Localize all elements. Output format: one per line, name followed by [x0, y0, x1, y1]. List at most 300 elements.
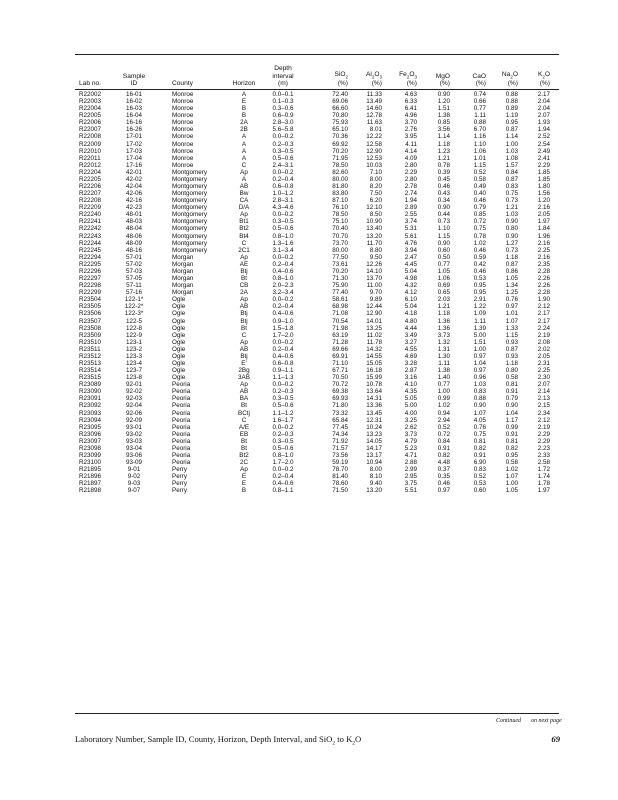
- cell-lab-no: R23505: [79, 303, 102, 311]
- cell-sample-id: 122-2*: [124, 303, 144, 311]
- cell-na2o: 1.57: [505, 161, 518, 169]
- cell-depth: 0.5–0.6: [272, 444, 294, 452]
- cell-depth: 3.2–3.4: [272, 289, 294, 297]
- cell-lab-no: R22206: [79, 183, 102, 191]
- cell-sio2: 63.19: [332, 331, 348, 339]
- cell-sio2: 75.90: [332, 282, 348, 290]
- cell-depth: 2.0–2.3: [272, 282, 294, 290]
- cell-al2o3: 15.05: [366, 359, 382, 367]
- cell-sample-id: 123-8: [125, 374, 143, 382]
- cell-al2o3: 13.20: [366, 232, 382, 240]
- cell-al2o3: 14.10: [366, 267, 382, 275]
- cell-al2o3: 9.40: [369, 480, 382, 488]
- cell-cao: 1.03: [473, 381, 486, 389]
- table-row: [0, 197, 618, 204]
- cell-horizon: C: [241, 331, 247, 339]
- cell-sio2: 77.40: [332, 289, 348, 297]
- cell-cao: 1.22: [473, 303, 486, 311]
- cell-k2o: 2.05: [537, 352, 550, 360]
- cell-al2o3: 8.20: [369, 183, 382, 191]
- cell-k2o: 2.17: [537, 91, 550, 98]
- cell-lab-no: R22295: [79, 260, 102, 268]
- cell-horizon: AB: [239, 388, 249, 396]
- cell-na2o: 0.89: [505, 105, 518, 113]
- cell-fe2o3: 2.78: [404, 183, 417, 191]
- cell-na2o: 1.33: [505, 324, 518, 332]
- cell-lab-no: R23510: [79, 338, 102, 346]
- cell-al2o3: 13.40: [366, 225, 382, 233]
- cell-cao: 0.59: [473, 253, 486, 261]
- cell-lab-no: R22205: [79, 175, 102, 183]
- cell-horizon: 2C: [239, 459, 249, 467]
- cell-mgo: 1.02: [437, 402, 450, 410]
- cell-horizon: A: [241, 91, 247, 98]
- cell-county: Peoria: [172, 395, 191, 403]
- cell-horizon: Btj: [240, 352, 248, 360]
- cell-sio2: 78.70: [332, 466, 348, 474]
- cell-lab-no: R22297: [79, 275, 102, 283]
- cell-horizon: E: [241, 480, 247, 488]
- table-row: [0, 169, 618, 176]
- cell-cao: 0.58: [473, 175, 486, 183]
- table-row: [0, 424, 618, 431]
- cell-k2o: 2.16: [537, 204, 550, 212]
- table-row: [0, 339, 618, 346]
- cell-fe2o3: 1.94: [404, 197, 417, 205]
- table-row: [0, 233, 618, 240]
- cell-lab-no: R23096: [79, 430, 102, 438]
- col-header-lab-no: Lab no.: [79, 80, 101, 88]
- cell-mgo: 0.37: [437, 466, 450, 474]
- table-row: [0, 254, 618, 261]
- table-row: [0, 98, 618, 105]
- cell-sio2: 82.60: [332, 168, 348, 176]
- cell-al2o3: 12.22: [366, 133, 382, 141]
- cell-sample-id: 16-02: [125, 98, 143, 106]
- cell-mgo: 1.14: [437, 133, 450, 141]
- cell-sample-id: 57-16: [125, 289, 143, 297]
- cell-na2o: 0.90: [505, 232, 518, 240]
- cell-k2o: 2.04: [537, 105, 550, 113]
- cell-al2o3: 8.80: [369, 246, 382, 254]
- cell-horizon: Ap: [240, 211, 248, 219]
- cell-horizon: AE: [239, 260, 249, 268]
- cell-k2o: 1.56: [537, 190, 550, 198]
- cell-cao: 1.04: [473, 359, 486, 367]
- cell-na2o: 1.01: [505, 310, 518, 318]
- cell-sio2: 70.72: [332, 381, 348, 389]
- cell-na2o: 1.02: [505, 466, 518, 474]
- table-row: [0, 318, 618, 325]
- cell-depth: 0.9–1.0: [272, 317, 294, 325]
- cell-horizon: Ap: [240, 296, 248, 304]
- cell-sample-id: 17-16: [125, 161, 143, 169]
- cell-county: Monroe: [172, 147, 194, 155]
- cell-horizon: Btj: [240, 310, 248, 318]
- cell-sio2: 65.84: [332, 416, 348, 424]
- cell-k2o: 1.74: [537, 473, 550, 481]
- cell-al2o3: 12.26: [366, 260, 382, 268]
- cell-al2o3: 16.18: [366, 367, 382, 375]
- cell-sio2: 65.10: [332, 126, 348, 134]
- cell-mgo: 0.35: [437, 473, 450, 481]
- table-row: [0, 466, 618, 473]
- cell-cao: 0.53: [473, 480, 486, 488]
- cell-cao: 1.16: [473, 133, 486, 141]
- cell-na2o: 1.00: [505, 480, 518, 488]
- cell-county: Montgomery: [172, 175, 207, 183]
- cell-k2o: 2.02: [537, 345, 550, 353]
- cell-al2o3: 13.25: [366, 324, 382, 332]
- cell-sample-id: 122-8: [125, 324, 143, 332]
- cell-lab-no: R22207: [79, 190, 102, 198]
- cell-k2o: 1.84: [537, 225, 550, 233]
- cell-lab-no: R22010: [79, 147, 102, 155]
- cell-k2o: 1.93: [537, 119, 550, 127]
- cell-sio2: 70.50: [332, 374, 348, 382]
- cell-cao: 0.79: [473, 204, 486, 212]
- cell-na2o: 1.27: [505, 239, 518, 247]
- table-row: [0, 438, 618, 445]
- cell-fe2o3: 3.16: [404, 374, 417, 382]
- cell-k2o: 1.78: [537, 480, 550, 488]
- cell-mgo: 0.43: [437, 190, 450, 198]
- cell-mgo: 0.99: [437, 395, 450, 403]
- cell-cao: 1.39: [473, 324, 486, 332]
- col-header-sample-id: Sample ID: [122, 72, 146, 88]
- cell-cao: 0.88: [473, 395, 486, 403]
- cell-county: Monroe: [172, 112, 194, 120]
- cell-depth: 0.2–0.3: [272, 430, 294, 438]
- cell-county: Morgan: [172, 253, 194, 261]
- cell-depth: 0.2–0.4: [272, 473, 294, 481]
- cell-al2o3: 13.20: [366, 487, 382, 495]
- cell-sample-id: 93-01: [125, 423, 143, 431]
- cell-na2o: 0.88: [505, 98, 518, 106]
- cell-fe2o3: 4.80: [404, 317, 417, 325]
- cell-depth: 0.0–0.2: [272, 296, 294, 304]
- table-row: [0, 162, 618, 169]
- cell-al2o3: 8.50: [369, 211, 382, 219]
- cell-k2o: 2.52: [537, 133, 550, 141]
- table-row: [0, 240, 618, 247]
- cell-mgo: 0.78: [437, 161, 450, 169]
- cell-na2o: 0.81: [505, 381, 518, 389]
- cell-k2o: 2.07: [537, 112, 550, 120]
- cell-sample-id: 57-01: [125, 253, 143, 261]
- cell-lab-no: R21895: [79, 466, 102, 474]
- cell-mgo: 0.44: [437, 211, 450, 219]
- cell-fe2o3: 3.28: [404, 359, 417, 367]
- cell-fe2o3: 4.14: [404, 147, 417, 155]
- cell-na2o: 0.80: [505, 225, 518, 233]
- cell-depth: 0.0–0.2: [272, 423, 294, 431]
- cell-mgo: 0.45: [437, 175, 450, 183]
- table-row: [0, 126, 618, 133]
- cell-sample-id: 42-23: [125, 204, 143, 212]
- cell-k2o: 1.20: [537, 197, 550, 205]
- cell-fe2o3: 2.87: [404, 367, 417, 375]
- cell-fe2o3: 4.10: [404, 381, 417, 389]
- cell-county: Montgomery: [172, 183, 207, 191]
- cell-fe2o3: 3.25: [404, 416, 417, 424]
- cell-na2o: 1.00: [505, 140, 518, 148]
- cell-county: Ogle: [172, 352, 186, 360]
- cell-mgo: 1.05: [437, 267, 450, 275]
- cell-cao: 0.82: [473, 444, 486, 452]
- cell-depth: 0.2–0.4: [272, 260, 294, 268]
- cell-lab-no: R23089: [79, 381, 102, 389]
- cell-al2o3: 10.24: [366, 423, 382, 431]
- cell-cao: 1.15: [473, 161, 486, 169]
- cell-depth: 5.6–5.8: [272, 126, 294, 134]
- cell-k2o: 2.35: [537, 260, 550, 268]
- cell-horizon: Bt: [241, 444, 247, 452]
- cell-sample-id: 57-02: [125, 260, 143, 268]
- cell-sio2: 73.70: [332, 239, 348, 247]
- cell-sio2: 72.40: [332, 91, 348, 98]
- cell-mgo: 0.94: [437, 409, 450, 417]
- cell-sample-id: 48-09: [125, 239, 143, 247]
- cell-k2o: 2.05: [537, 211, 550, 219]
- cell-fe2o3: 4.76: [404, 239, 417, 247]
- cell-sample-id: 42-04: [125, 183, 143, 191]
- cell-depth: 1.3–1.6: [272, 239, 294, 247]
- cell-cao: 0.52: [473, 168, 486, 176]
- cell-fe2o3: 4.69: [404, 352, 417, 360]
- cell-fe2o3: 5.51: [404, 487, 417, 495]
- cell-county: Montgomery: [172, 218, 207, 226]
- cell-k2o: 2.24: [537, 324, 550, 332]
- cell-lab-no: R22004: [79, 105, 102, 113]
- cell-lab-no: R22299: [79, 289, 102, 297]
- cell-sio2: 69.06: [332, 98, 348, 106]
- cell-na2o: 1.03: [505, 211, 518, 219]
- cell-sample-id: 92-02: [125, 388, 143, 396]
- cell-al2o3: 14.17: [366, 444, 382, 452]
- cell-na2o: 1.19: [505, 112, 518, 120]
- table-row: [0, 176, 618, 183]
- cell-k2o: 1.97: [537, 487, 550, 495]
- cell-sample-id: 48-06: [125, 232, 143, 240]
- cell-horizon: Ap: [240, 381, 248, 389]
- cell-county: Ogle: [172, 338, 186, 346]
- cell-k2o: 2.17: [537, 310, 550, 318]
- cell-al2o3: 12.90: [366, 310, 382, 318]
- cell-sample-id: 17-03: [125, 147, 143, 155]
- cell-lab-no: R21896: [79, 473, 102, 481]
- cell-al2o3: 12.78: [366, 112, 382, 120]
- cell-county: Montgomery: [172, 197, 207, 205]
- cell-lab-no: R23092: [79, 402, 102, 410]
- cell-al2o3: 13.64: [366, 388, 382, 396]
- cell-depth: 2.8–3.0: [272, 119, 294, 127]
- cell-sio2: 71.50: [332, 487, 348, 495]
- cell-fe2o3: 3.70: [404, 119, 417, 127]
- cell-na2o: 0.87: [505, 126, 518, 134]
- cell-lab-no: R23507: [79, 317, 102, 325]
- col-header-sio2: SiO$_2$ (%): [334, 70, 348, 88]
- cell-depth: 1.7–2.0: [272, 331, 294, 339]
- cell-lab-no: R23100: [79, 459, 102, 467]
- cell-na2o: 0.87: [505, 175, 518, 183]
- cell-horizon: B: [241, 487, 247, 495]
- cell-lab-no: R22003: [79, 98, 102, 106]
- cell-county: Peoria: [172, 444, 191, 452]
- cell-county: Peoria: [172, 416, 191, 424]
- cell-k2o: 2.07: [537, 381, 550, 389]
- cell-mgo: 0.50: [437, 253, 450, 261]
- cell-fe2o3: 5.61: [404, 232, 417, 240]
- cell-na2o: 0.86: [505, 267, 518, 275]
- cell-horizon: A/E: [238, 423, 250, 431]
- cell-cao: 1.01: [473, 154, 486, 162]
- cell-horizon: E: [241, 473, 247, 481]
- cell-cao: 0.46: [473, 197, 486, 205]
- table-caption: Laboratory Number, Sample ID, County, Horizon, Depth Interval, and SiO$_2$ to $K_2O$: [75, 734, 362, 747]
- col-header-na2o: $Na_2O$ (%): [501, 70, 518, 88]
- cell-mgo: 0.65: [437, 289, 450, 297]
- cell-sio2: 78.50: [332, 161, 348, 169]
- cell-depth: 0.3–0.5: [272, 395, 294, 403]
- cell-sample-id: 16-01: [125, 91, 143, 98]
- cell-county: Morgan: [172, 275, 194, 283]
- table-row: [0, 218, 618, 225]
- cell-horizon: 2B: [240, 126, 248, 134]
- cell-na2o: 1.17: [505, 416, 518, 424]
- cell-sample-id: 93-04: [125, 444, 143, 452]
- cell-mgo: 1.00: [437, 388, 450, 396]
- cell-fe2o3: 2.95: [404, 473, 417, 481]
- cell-county: Ogle: [172, 359, 186, 367]
- table-row: [0, 261, 618, 268]
- cell-cao: 0.40: [473, 190, 486, 198]
- table-row: [0, 459, 618, 466]
- cell-depth: 0.3–0.6: [272, 105, 294, 113]
- cell-mgo: 0.34: [437, 197, 450, 205]
- cell-sio2: 71.98: [332, 324, 348, 332]
- cell-mgo: 1.23: [437, 147, 450, 155]
- table-row: [0, 225, 618, 232]
- cell-na2o: 0.91: [505, 430, 518, 438]
- cell-depth: 0.0–0.2: [272, 168, 294, 176]
- cell-k2o: 2.29: [537, 437, 550, 445]
- cell-county: Montgomery: [172, 239, 207, 247]
- cell-county: Peoria: [172, 423, 191, 431]
- cell-sample-id: 16-03: [125, 105, 143, 113]
- cell-cao: 1.00: [473, 345, 486, 353]
- cell-horizon: 3AB: [238, 374, 250, 382]
- col-header-depth: Depth interval (m): [272, 65, 294, 88]
- cell-k2o: 2.19: [537, 423, 550, 431]
- cell-mgo: 3.73: [437, 331, 450, 339]
- cell-al2o3: 13.70: [366, 275, 382, 283]
- cell-al2o3: 10.94: [366, 459, 382, 467]
- cell-horizon: Btj: [240, 267, 248, 275]
- cell-sample-id: 123-3: [125, 352, 143, 360]
- cell-na2o: 1.18: [505, 359, 518, 367]
- cell-horizon: Bt2: [239, 225, 249, 233]
- cell-sio2: 70.54: [332, 317, 348, 325]
- cell-sio2: 74.34: [332, 430, 348, 438]
- cell-horizon: Bt4: [239, 232, 249, 240]
- cell-fe2o3: 2.55: [404, 211, 417, 219]
- cell-na2o: 1.15: [505, 331, 518, 339]
- cell-fe2o3: 3.74: [404, 218, 417, 226]
- cell-depth: 1.5–1.8: [272, 324, 294, 332]
- cell-lab-no: R22296: [79, 267, 102, 275]
- cell-k2o: 2.14: [537, 388, 550, 396]
- cell-lab-no: R23512: [79, 352, 102, 360]
- table-row: [0, 310, 618, 317]
- cell-sample-id: 122-5: [125, 317, 143, 325]
- table-row: [0, 141, 618, 148]
- cell-na2o: 0.58: [505, 459, 518, 467]
- cell-al2o3: 11.00: [366, 282, 382, 290]
- cell-k2o: 2.25: [537, 246, 550, 254]
- table-row: [0, 367, 618, 374]
- cell-county: Peoria: [172, 402, 191, 410]
- table-row: [0, 402, 618, 409]
- cell-mgo: 1.38: [437, 112, 450, 120]
- cell-k2o: 2.16: [537, 239, 550, 247]
- cell-horizon: EB: [239, 430, 249, 438]
- cell-k2o: 2.58: [537, 459, 550, 467]
- cell-fe2o3: 6.41: [404, 105, 417, 113]
- cell-county: Monroe: [172, 91, 194, 98]
- cell-fe2o3: 2.88: [404, 459, 417, 467]
- cell-sample-id: 48-04: [125, 225, 143, 233]
- cell-sio2: 69.66: [332, 345, 348, 353]
- cell-k2o: 2.31: [537, 359, 550, 367]
- top-rule: [75, 54, 559, 55]
- cell-county: Montgomery: [172, 225, 207, 233]
- cell-lab-no: R22244: [79, 239, 102, 247]
- cell-horizon: 2C1: [238, 246, 250, 254]
- cell-sample-id: 122-3*: [124, 310, 144, 318]
- cell-depth: 1.1–1.2: [272, 409, 294, 417]
- cell-sio2: 83.80: [332, 190, 348, 198]
- cell-lab-no: R23098: [79, 444, 102, 452]
- cell-county: Monroe: [172, 119, 194, 127]
- table-row: [0, 105, 618, 112]
- cell-al2o3: 12.10: [366, 204, 382, 212]
- cell-al2o3: 10.03: [366, 161, 382, 169]
- col-header-fe2o3: $Fe_2O_3$ (%): [399, 70, 417, 88]
- cell-sample-id: 93-09: [125, 459, 143, 467]
- cell-fe2o3: 4.71: [404, 451, 417, 459]
- cell-sample-id: 9-01: [127, 466, 141, 474]
- cell-sample-id: 57-11: [126, 282, 142, 290]
- cell-na2o: 0.73: [505, 197, 518, 205]
- cell-mgo: 1.36: [437, 324, 450, 332]
- cell-sio2: 70.70: [332, 232, 348, 240]
- cell-county: Peoria: [172, 388, 191, 396]
- cell-fe2o3: 2.99: [404, 466, 417, 474]
- cell-cao: 1.11: [474, 112, 486, 120]
- cell-fe2o3: 3.75: [404, 480, 417, 488]
- cell-cao: 0.76: [473, 423, 486, 431]
- cell-k2o: 2.19: [537, 331, 550, 339]
- cell-sample-id: 17-02: [125, 140, 143, 148]
- cell-mgo: 4.48: [437, 459, 450, 467]
- cell-al2o3: 14.32: [366, 345, 382, 353]
- cell-na2o: 1.07: [505, 473, 518, 481]
- cell-sample-id: 9-07: [127, 487, 141, 495]
- header-rule: [75, 89, 559, 90]
- cell-horizon: CB: [239, 282, 249, 290]
- table-row: [0, 303, 618, 310]
